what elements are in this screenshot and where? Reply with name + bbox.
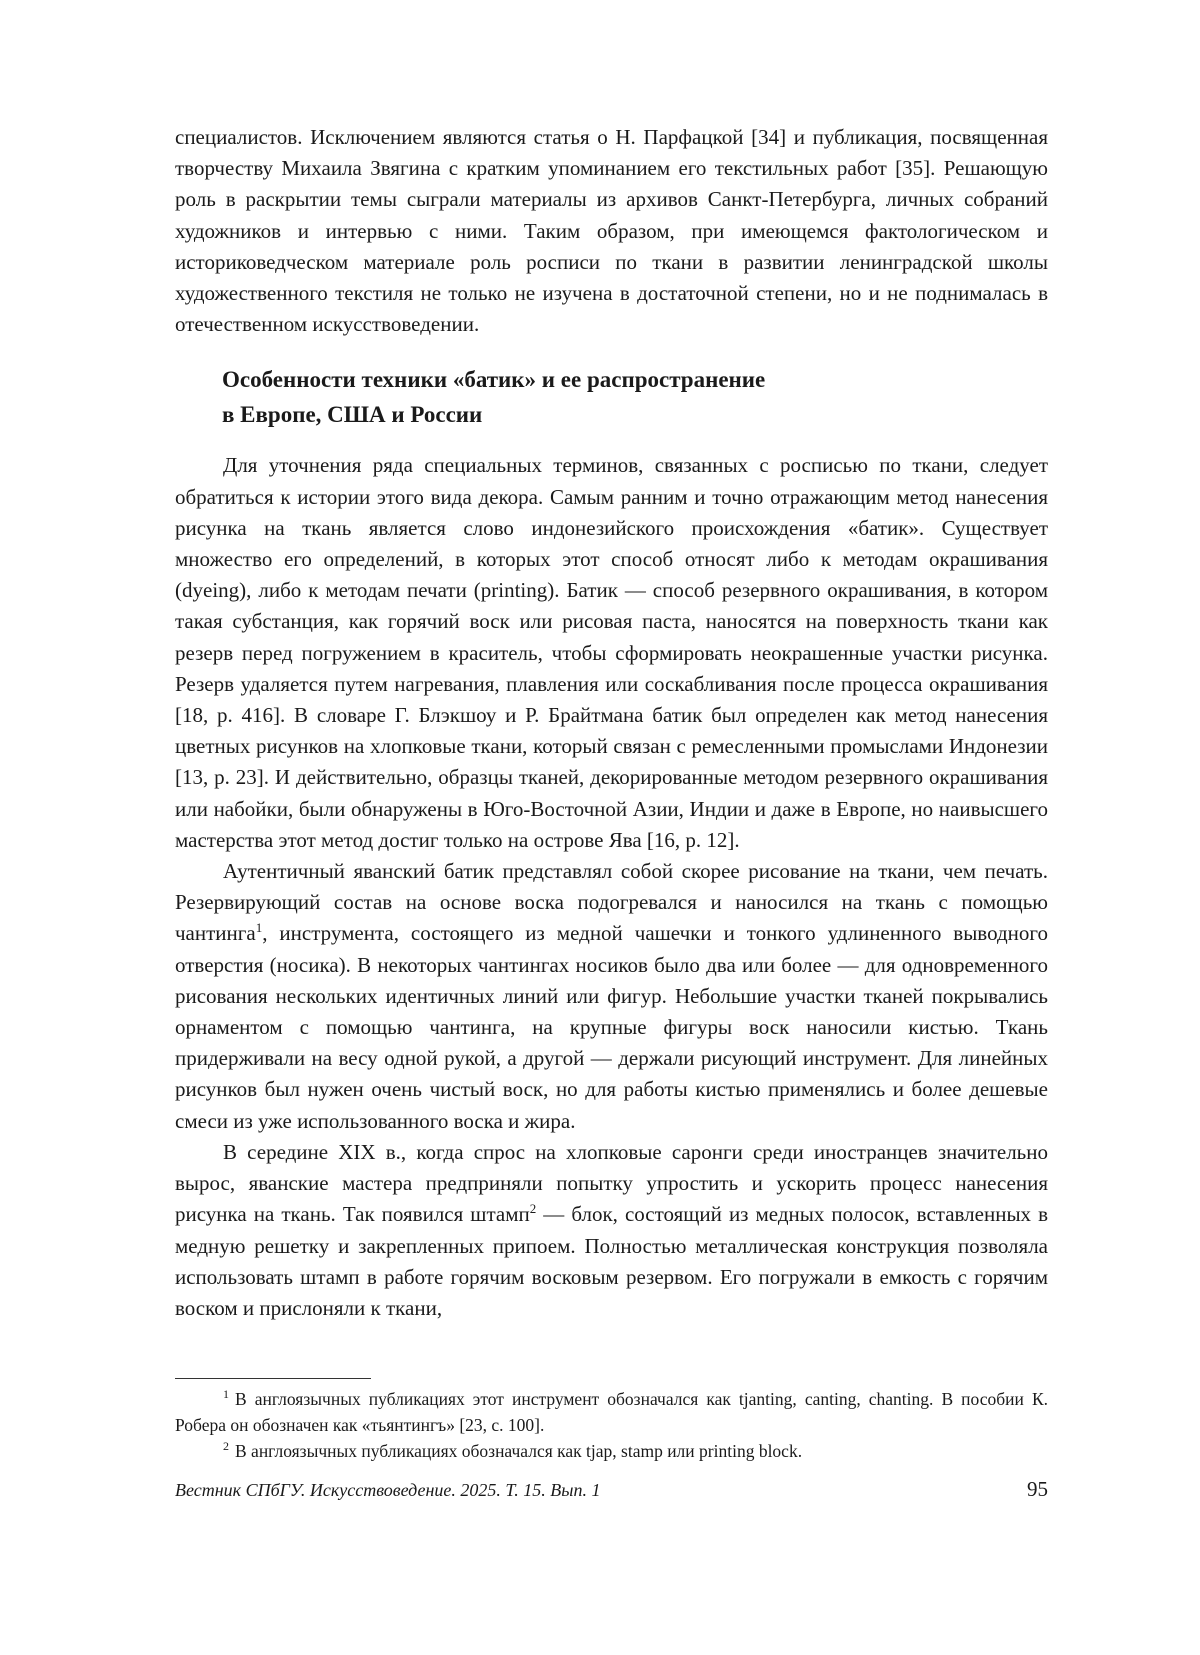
paragraph-3-text-b: — блок, состоящий из медных полосок, вставленных в медную решетку и закрепленных припоем. Полностью металлическая конструкция позволяла использовать штамп в работе горячим восковым резервом. Его погружали в емкость с горячим воском и прислоняли к ткани, xyxy=(175,1202,1048,1320)
paragraph-2 xyxy=(175,856,1048,1137)
footnote-2-number: 2 xyxy=(223,1439,229,1453)
footnotes-section xyxy=(175,1386,1048,1464)
journal-title: Вестник СПбГУ. Искусствоведение. 2025. Т. 15. Вып. 1 xyxy=(175,1480,601,1500)
footnote-divider xyxy=(175,1378,371,1379)
footnote-1-number: 1 xyxy=(223,1387,229,1401)
paragraph-1: Для уточнения ряда специальных терминов, связанных с росписью по ткани, следует обратиться к истории этого вида декора. Самым ранним и точно отражающим метод нанесения рисунка на ткань является слово индонезийского происхождения «батик». Существует множество его определений, в которых этот способ относят либо к методам окрашивания (dyeing), либо к методам печати (printing). Батик — способ резервного окрашивания, в котором такая субстанция, как горячий воск или рисовая паста, наносятся на поверхность ткани как резерв перед погружением в краситель, чтобы сформировать неокрашенные участки рисунка. Резерв удаляется путем нагревания, плавления или соскабливания после процесса окрашивания [18, p. 416]. В словаре Г. Блэкшоу и Р. Брайтмана батик был определен как метод нанесения цветных рисунков на хлопковые ткани, который связан с ремесленными промыслами Индонезии [13, p. 23]. И действительно, образцы тканей, декорированные методом резервного окрашивания или набойки, были обнаружены в Юго-Восточной Азии, Индии и даже в Европе, но наивысшего мастерства этот метод достиг только на острове Ява [16, p. 12]. xyxy=(175,453,1048,852)
article-body xyxy=(175,122,1048,1324)
intro-paragraph: специалистов. Исключением являются статья о Н. Парфацкой [34] и публикация, посвященная творчеству Михаила Звягина с кратким упоминанием его текстильных работ [35]. Решающую роль в раскрытии темы сыграли материалы из архивов Санкт-Петербурга, личных собраний художников и интервью с ними. Таким образом, при имеющемся фактологическом и историковедческом материале роль росписи по ткани в развитии ленинградской школы художественного текстиля не только не изучена в достаточной степени, но и не поднималась в отечественном искусствоведении. xyxy=(175,125,1048,337)
footnote-ref-1[interactable]: 1 xyxy=(255,920,263,936)
paragraph-3 xyxy=(175,1137,1048,1324)
footnote-2-text: В англоязычных публикациях обозначался как tjap, stamp или printing block. xyxy=(235,1441,803,1461)
page-number: 95 xyxy=(1027,1477,1048,1501)
paragraph-2-text-b: , инструмента, состоящего из медной чашечки и тонкого удлиненного выводного отверстия (носика). В некоторых чантингах носиков было два или более — для одновременного рисования нескольких идентичных линий или фигур. Небольшие участки тканей покрывались орнаментом с помощью чантинга, на крупные фигуры воск наносили кистью. Ткань придерживали на весу одной рукой, а другой — держали рисующий инструмент. Для линейных рисунков был нужен очень чистый воск, но для работы кистью применялись и более дешевые смеси из уже использованного воска и жира. xyxy=(175,921,1048,1133)
paragraph-2-text-a: Аутентичный яванский батик представлял собой скорее рисование на ткани, чем печать. Резервирующий состав на основе воска подогревался и наносился на ткань с помощью чантинга xyxy=(175,859,1048,946)
section-heading xyxy=(175,362,1048,432)
paragraph-3-text-a: В середине XIX в., когда спрос на хлопковые саронги среди иностранцев значительно вырос, яванские мастера предприняли попытку упростить и ускорить процесс нанесения рисунка на ткань. Так появился штамп xyxy=(175,1139,1048,1227)
section-heading-line-1: Особенности техники «батик» и ее распространение xyxy=(222,367,766,393)
footnote-2 xyxy=(175,1438,1048,1464)
footnote-ref-2[interactable]: 2 xyxy=(529,1201,537,1217)
footnote-1-text: В англоязычных публикациях этот инструмент обозначался как tjanting, canting, chanting. В пособии К. Робера он обозначен как «тьянтингъ» [23, с. 100]. xyxy=(175,1389,1048,1435)
footnote-1 xyxy=(175,1386,1048,1438)
section-heading-line-2: в Европе, США и России xyxy=(222,402,483,428)
